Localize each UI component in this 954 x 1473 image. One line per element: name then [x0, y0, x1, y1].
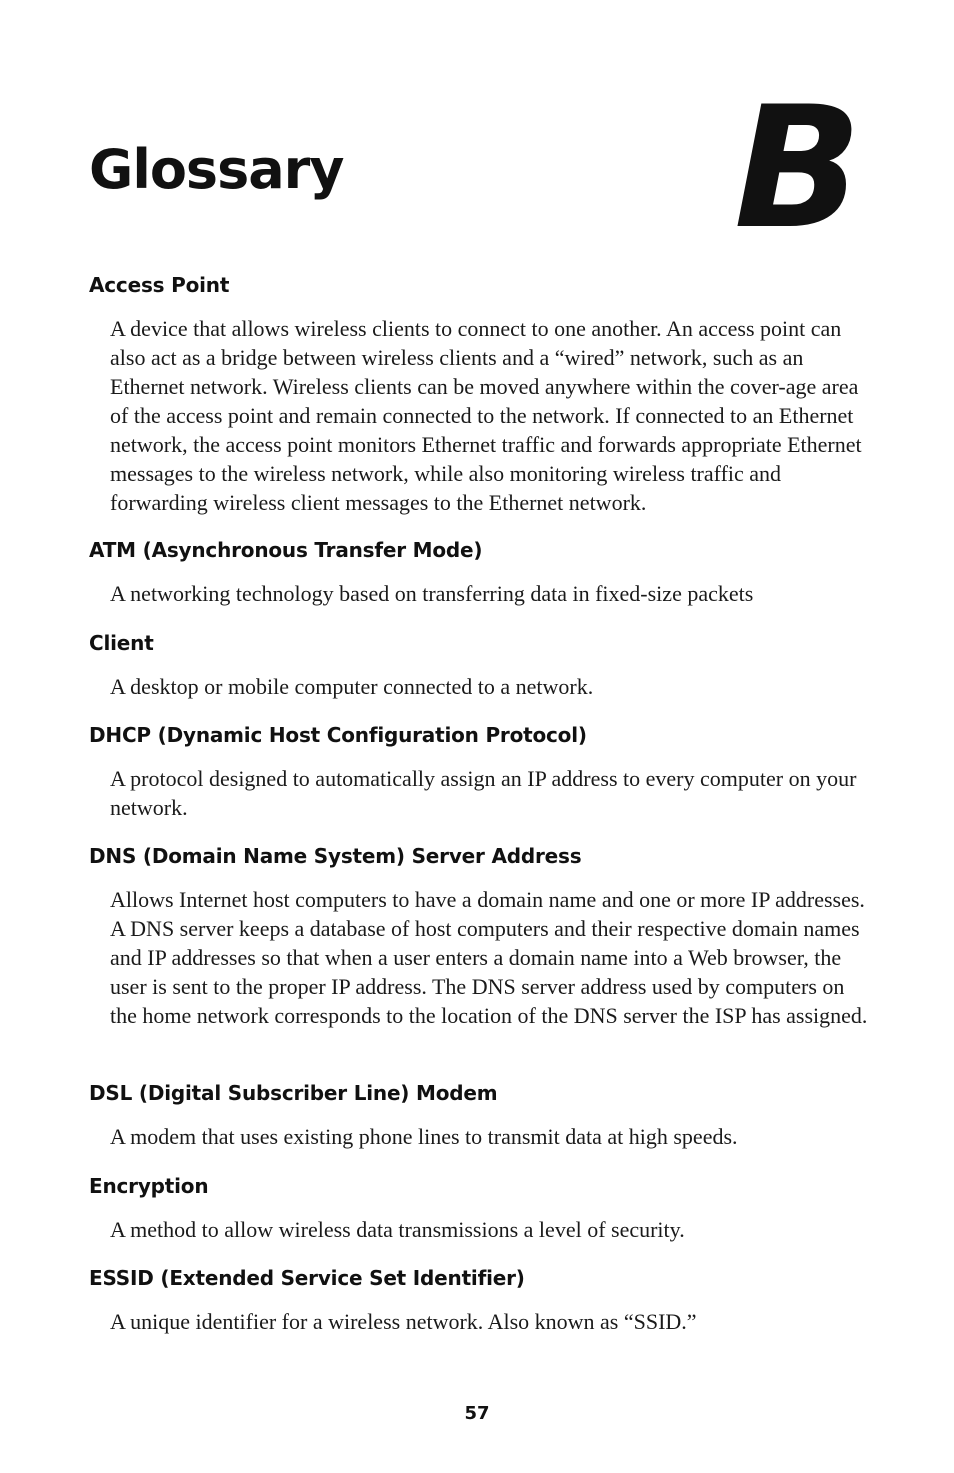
chapter-letter: B	[733, 70, 862, 266]
page-number: 57	[464, 1403, 490, 1424]
glossary-definition: A unique identifier for a wireless network. Also known as “SSID.”	[110, 1309, 697, 1334]
glossary-entry	[89, 271, 869, 517]
glossary-entry	[89, 1264, 869, 1336]
glossary-definition: A modem that uses existing phone lines to transmit data at high speeds.	[110, 1124, 738, 1149]
glossary-entry	[89, 842, 869, 1030]
glossary-definition: A networking technology based on transferring data in fixed-size packets	[110, 581, 754, 606]
glossary-definition: A method to allow wireless data transmissions a level of security.	[110, 1217, 685, 1242]
glossary-entry	[89, 536, 869, 608]
glossary-entry	[89, 629, 869, 701]
glossary-term: DHCP (Dynamic Host Configuration Protocol)	[89, 723, 587, 747]
glossary-term: Access Point	[89, 273, 230, 297]
glossary-entry	[89, 1079, 869, 1151]
glossary-term: Encryption	[89, 1174, 209, 1198]
glossary-definition: Allows Internet host computers to have a domain name and one or more IP addresses. A DNS server keeps a database of host computers and their respective domain names and IP addresses so that when a user enters a domain name into a Web browser, the user is sent to the proper IP address. The DNS server address used by computers on the home network corresponds to the location of the DNS server the ISP has assigned.	[110, 887, 868, 1028]
page-title: Glossary	[89, 138, 344, 201]
glossary-definition: A desktop or mobile computer connected to a network.	[110, 674, 594, 699]
glossary-term: ATM (Asynchronous Transfer Mode)	[89, 538, 483, 562]
glossary-entry	[89, 1172, 869, 1244]
glossary-definition: A protocol designed to automatically assign an IP address to every computer on your network.	[110, 766, 857, 820]
glossary-entry	[89, 721, 869, 822]
glossary-term: ESSID (Extended Service Set Identifier)	[89, 1266, 525, 1290]
glossary-definition: A device that allows wireless clients to connect to one another. An access point can also act as a bridge between wireless clients and a “wired” network, such as an Ethernet network. Wireless clients can be moved anywhere within the cover-age area of the access point and remain connected to the network. If connected to an Ethernet network, the access point monitors Ethernet traffic and forwards appropriate Ethernet messages to the wireless network, while also monitoring wireless traffic and forwarding wireless client messages to the Ethernet network.	[110, 316, 862, 515]
glossary-term: Client	[89, 631, 154, 655]
glossary-term: DNS (Domain Name System) Server Address	[89, 844, 582, 868]
glossary-term: DSL (Digital Subscriber Line) Modem	[89, 1081, 498, 1105]
